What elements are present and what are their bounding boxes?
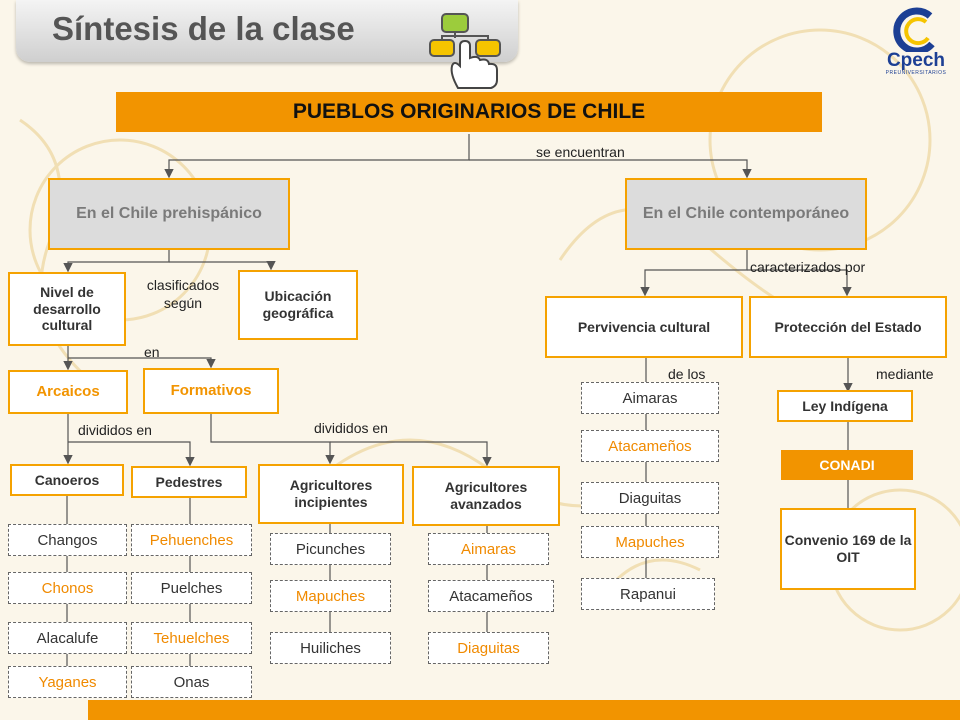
leaf-contemp-mapuches: Mapuches [581,526,719,558]
leaf-diaguitas: Diaguitas [428,632,549,664]
leaf-picunches: Picunches [270,533,391,565]
node-nivel-desarrollo: Nivel de desarrollo cultural [8,272,126,346]
link-divididos-arcaicos: divididos en [78,422,152,438]
link-en: en [144,344,160,360]
leaf-changos: Changos [8,524,127,556]
link-clasificados-segun: clasificados según [146,277,220,312]
page-title: Síntesis de la clase [52,10,355,47]
node-conadi: CONADI [781,450,913,480]
link-mediante: mediante [876,366,934,382]
node-ubicacion-geografica: Ubicación geográfica [238,270,358,340]
node-proteccion-estado: Protección del Estado [749,296,947,358]
node-canoeros: Canoeros [10,464,124,496]
link-de-los: de los [668,366,706,382]
node-contemporaneo: En el Chile contemporáneo [625,178,867,250]
leaf-yaganes: Yaganes [8,666,127,698]
leaf-contemp-diaguitas: Diaguitas [581,482,719,514]
leaf-atacamenos: Atacameños [428,580,554,612]
diagram-title: PUEBLOS ORIGINARIOS DE CHILE [116,92,822,132]
leaf-contemp-atacamenos: Atacameños [581,430,719,462]
logo-wordmark: Cpech [886,50,946,71]
leaf-contemp-rapanui: Rapanui [581,578,715,610]
footer-bar [88,700,960,720]
node-formativos: Formativos [143,368,279,414]
node-ley-indigena: Ley Indígena [777,390,913,422]
leaf-onas: Onas [131,666,252,698]
node-agricultores-avanzados: Agricultores avanzados [412,466,560,526]
node-pedestres: Pedestres [131,466,247,498]
leaf-chonos: Chonos [8,572,127,604]
leaf-tehuelches: Tehuelches [131,622,252,654]
node-pervivencia-cultural: Pervivencia cultural [545,296,743,358]
leaf-puelches: Puelches [131,572,252,604]
leaf-aimaras: Aimaras [428,533,549,565]
leaf-huiliches: Huiliches [270,632,391,664]
node-convenio-169: Convenio 169 de la OIT [780,508,916,590]
node-agricultores-incipientes: Agricultores incipientes [258,464,404,524]
link-se-encuentran: se encuentran [536,144,625,160]
node-arcaicos: Arcaicos [8,370,128,414]
node-prehispanico: En el Chile prehispánico [48,178,290,250]
leaf-mapuches: Mapuches [270,580,391,612]
leaf-contemp-aimaras: Aimaras [581,382,719,414]
link-caracterizados-por: caracterizados por [750,259,866,275]
leaf-alacalufe: Alacalufe [8,622,127,654]
link-divididos-formativos: divididos en [314,420,388,436]
leaf-pehuenches: Pehuenches [131,524,252,556]
logo-tagline: PREUNIVERSITARIOS [885,70,947,76]
